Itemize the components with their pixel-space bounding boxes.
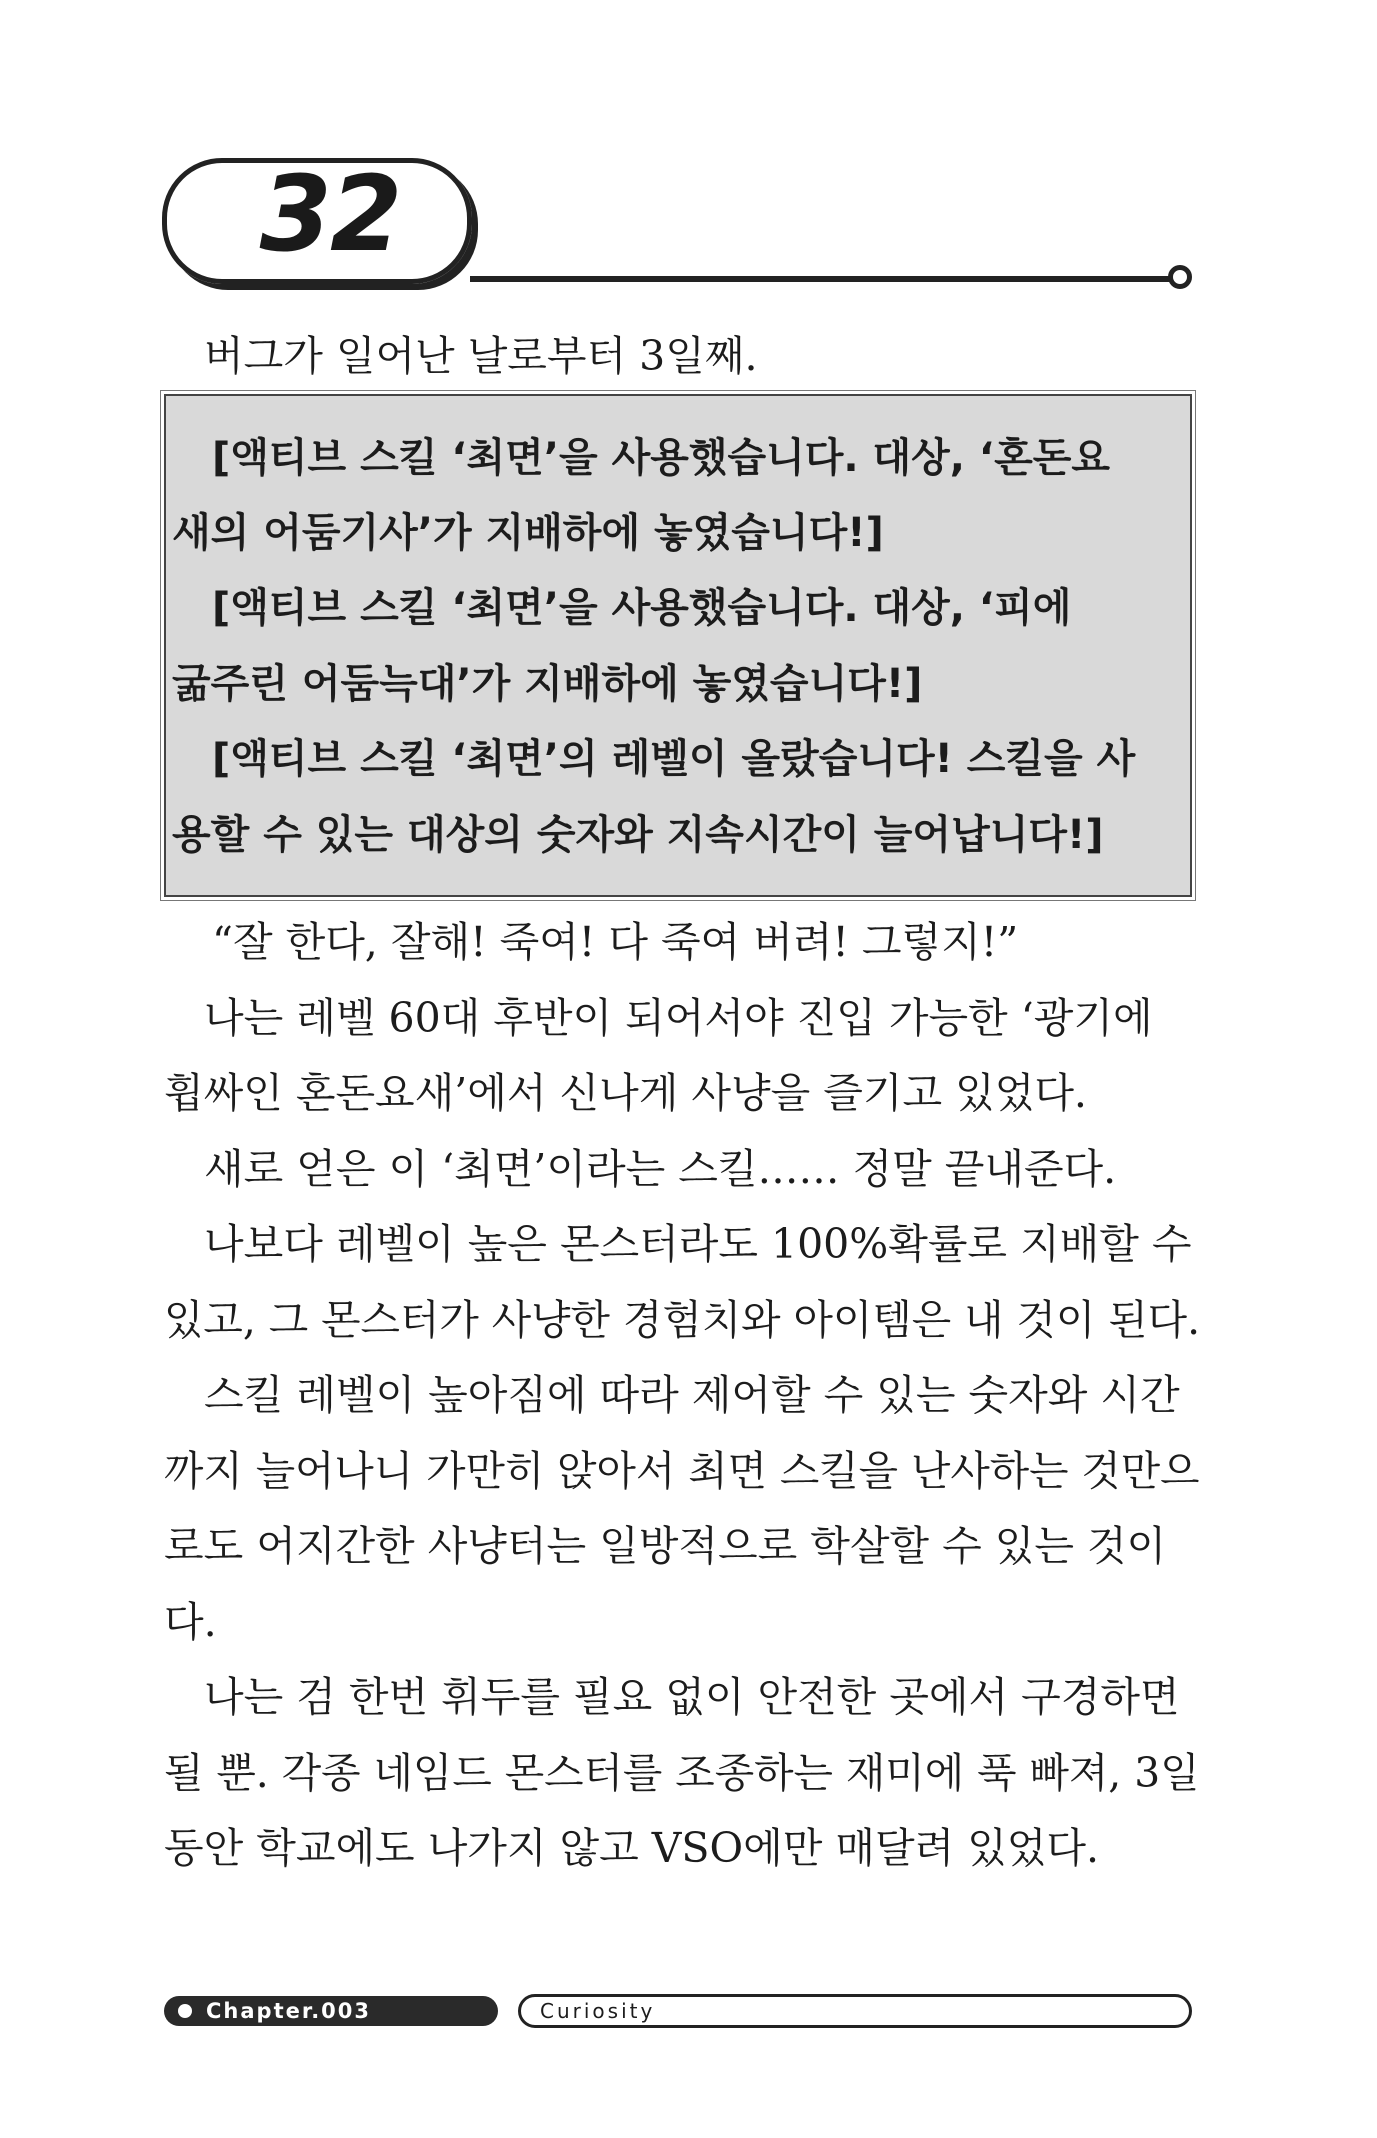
system-message-line: 새의 어둠기사’가 지배하에 놓였습니다!] xyxy=(172,510,884,556)
bullet-icon xyxy=(178,2004,192,2018)
body-line: 될 뿐. 각종 네임드 몬스터를 조종하는 재미에 푹 빠져, 3일 xyxy=(164,1749,1200,1797)
system-message-line: [액티브 스킬 ‘최면’을 사용했습니다. 대상, ‘혼돈요 xyxy=(212,435,1111,481)
system-message-line: [액티브 스킬 ‘최면’의 레벨이 올랐습니다! 스킬을 사 xyxy=(212,736,1136,782)
footer-chapter-label: Chapter.003 xyxy=(206,1999,372,2023)
body-line: 새로 얻은 이 ‘최면’이라는 스킬…… 정말 끝내준다. xyxy=(204,1145,1117,1193)
body-line: 나는 검 한번 휘두를 필요 없이 안전한 곳에서 구경하면 xyxy=(204,1673,1180,1721)
intro-line: 버그가 일어난 날로부터 3일째. xyxy=(204,332,758,380)
header-rule xyxy=(470,276,1176,282)
body-line: “잘 한다, 잘해! 죽여! 다 죽여 버려! 그렇지!” xyxy=(212,918,1019,966)
rule-end-circle xyxy=(1168,265,1192,289)
system-message-line: 굶주린 어둠늑대’가 지배하에 놓였습니다!] xyxy=(172,661,923,707)
body-line: 나는 레벨 60대 후반이 되어서야 진입 가능한 ‘광기에 xyxy=(204,994,1153,1042)
body-line: 로도 어지간한 사냥터는 일방적으로 학살할 수 있는 것이 xyxy=(164,1522,1167,1570)
page-number: 32 xyxy=(259,153,401,275)
body-line: 있고, 그 몬스터가 사냥한 경험치와 아이템은 내 것이 된다. xyxy=(164,1296,1201,1344)
body-line: 스킬 레벨이 높아짐에 따라 제어할 수 있는 숫자와 시간 xyxy=(204,1371,1180,1419)
body-line: 휩싸인 혼돈요새’에서 신나게 사냥을 즐기고 있었다. xyxy=(164,1069,1087,1117)
body-line: 까지 늘어나니 가만히 앉아서 최면 스킬을 난사하는 것만으 xyxy=(164,1447,1200,1495)
body-line: 다. xyxy=(164,1598,217,1646)
system-message-line: [액티브 스킬 ‘최면’을 사용했습니다. 대상, ‘피에 xyxy=(212,585,1072,631)
footer-title-label: Curiosity xyxy=(540,1999,656,2023)
body-line: 동안 학교에도 나가지 않고 VSO에만 매달려 있었다. xyxy=(164,1824,1100,1872)
body-line: 나보다 레벨이 높은 몬스터라도 100%확률로 지배할 수 xyxy=(204,1220,1192,1268)
system-message-line: 용할 수 있는 대상의 숫자와 지속시간이 늘어납니다!] xyxy=(172,812,1104,858)
